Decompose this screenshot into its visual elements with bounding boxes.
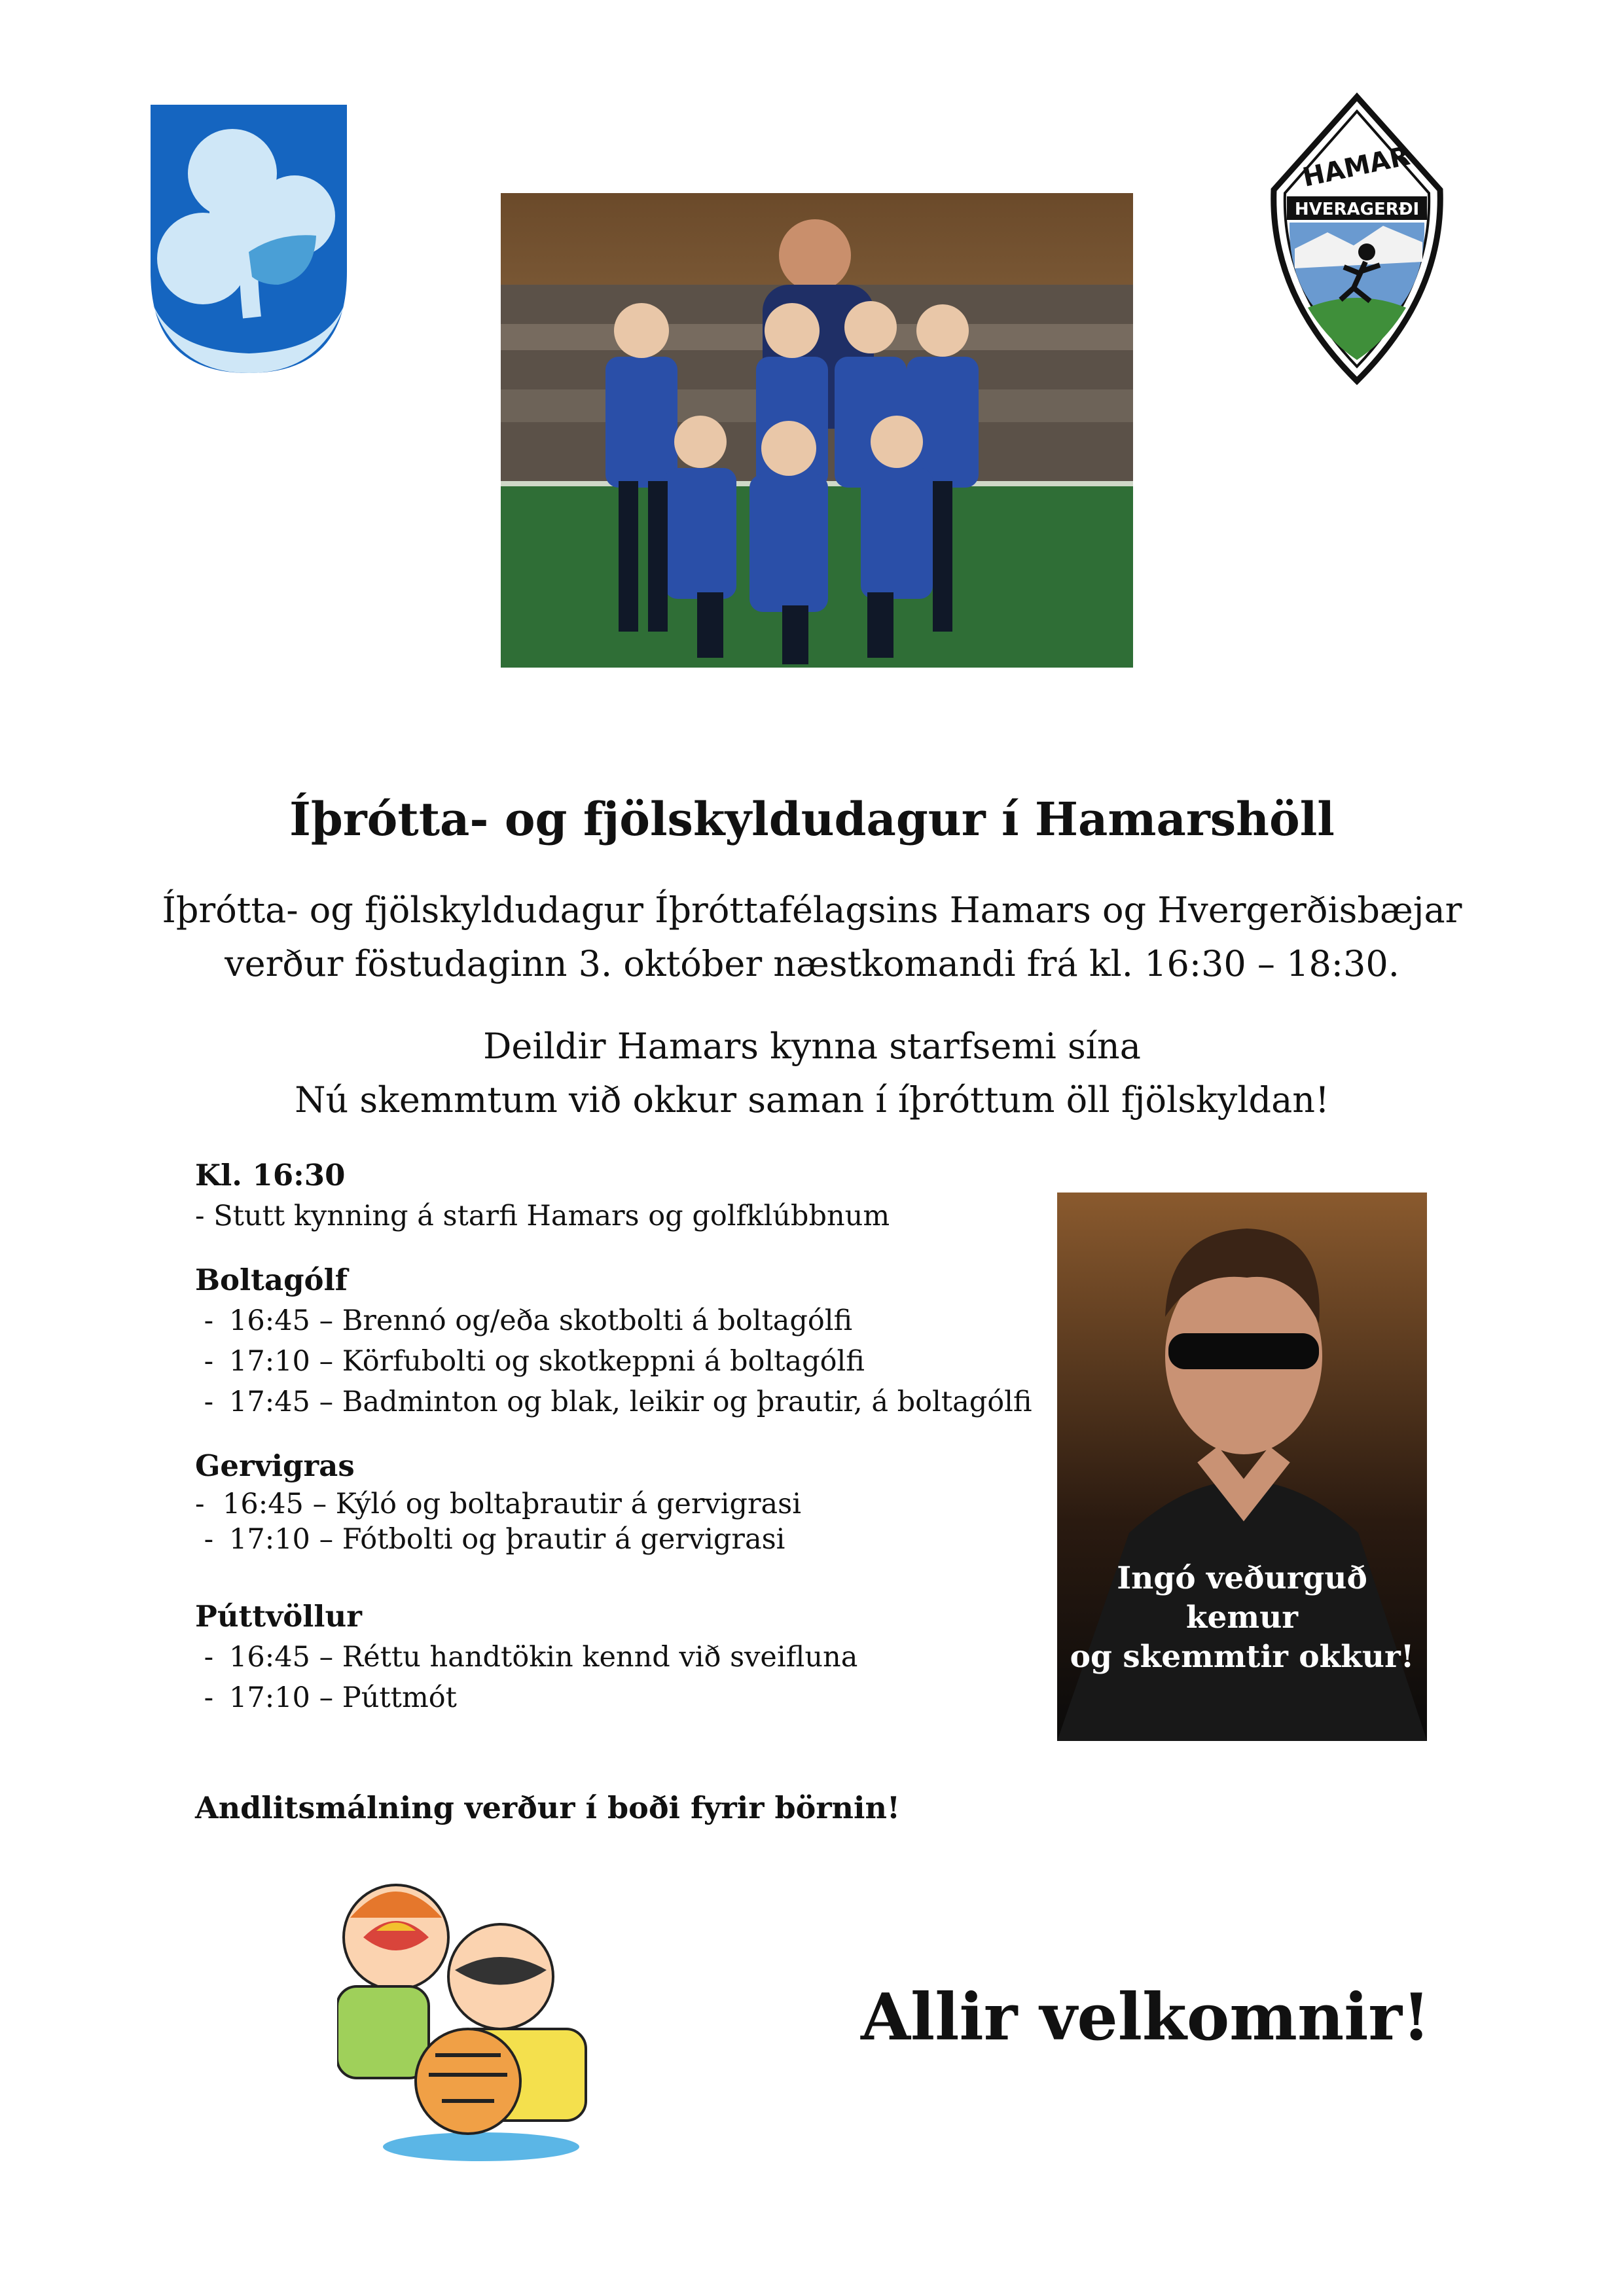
singer-caption [1057, 1559, 1427, 1677]
caption-line: og skemmtir okkur! [1070, 1639, 1415, 1675]
hveragerdi-crest-logo [147, 101, 350, 376]
football-team-photo [501, 193, 1133, 668]
facepaint-note: Andlitsmálning verður í boði fyrir börnin! [195, 1790, 901, 1825]
hamar-hveragerdi-crest-logo [1269, 92, 1445, 386]
schedule-item: - 17:10 – Körfubolti og skotkeppni á boltagólfi [195, 1345, 865, 1378]
schedule-item: - 17:10 – Fótbolti og þrautir á gervigrasi [195, 1523, 785, 1556]
intro-line: Nú skemmtum við okkur saman í íþróttum öll fjölskyldan! [295, 1079, 1329, 1121]
face-paint-kids-illustration [337, 1878, 625, 2166]
intro-line: Deildir Hamars kynna starfsemi sína [483, 1026, 1141, 1067]
schedule-item: - 16:45 – Brennó og/eða skotbolti á boltagólfi [195, 1304, 853, 1337]
page-title: Íþrótta- og fjölskyldudagur í Hamarshöll [289, 792, 1335, 846]
intro-line: Íþrótta- og fjölskyldudagur Íþróttafélagsins Hamars og Hvergerðisbæjar [162, 889, 1462, 931]
schedule-item: - 17:45 – Badminton og blak, leikir og þrautir, á boltagólfi [195, 1386, 1032, 1418]
schedule-item: - 17:10 – Púttmót [195, 1681, 457, 1714]
welcome-text: Allir velkomnir! [861, 1980, 1431, 2055]
schedule-item: - 16:45 – Réttu handtökin kennd við sveifluna [195, 1641, 858, 1674]
caption-line: Ingó veðurguð kemur [1117, 1560, 1367, 1636]
schedule-opening-heading: Kl. 16:30 [195, 1158, 346, 1193]
intro-paragraph-2 [0, 1020, 1624, 1127]
hamar-logo-text: HAMAR [1299, 141, 1413, 193]
schedule-opening-text: - Stutt kynning á starfi Hamars og golfklúbbnum [195, 1200, 890, 1232]
hveragerdi-logo-text: HVERAGERÐI [1294, 200, 1420, 219]
section-heading-boltagolf: Boltagólf [195, 1263, 348, 1297]
singer-photo [1057, 1193, 1427, 1741]
schedule-item: - 16:45 – Kýló og boltaþrautir á gervigrasi [195, 1488, 801, 1520]
intro-paragraph [0, 884, 1624, 991]
section-heading-gervigras: Gervigras [195, 1448, 355, 1483]
intro-line: verður föstudaginn 3. október næstkomandi frá kl. 16:30 – 18:30. [225, 943, 1399, 984]
schedule [195, 1155, 1046, 1718]
section-heading-puttvollur: Púttvöllur [195, 1599, 362, 1634]
